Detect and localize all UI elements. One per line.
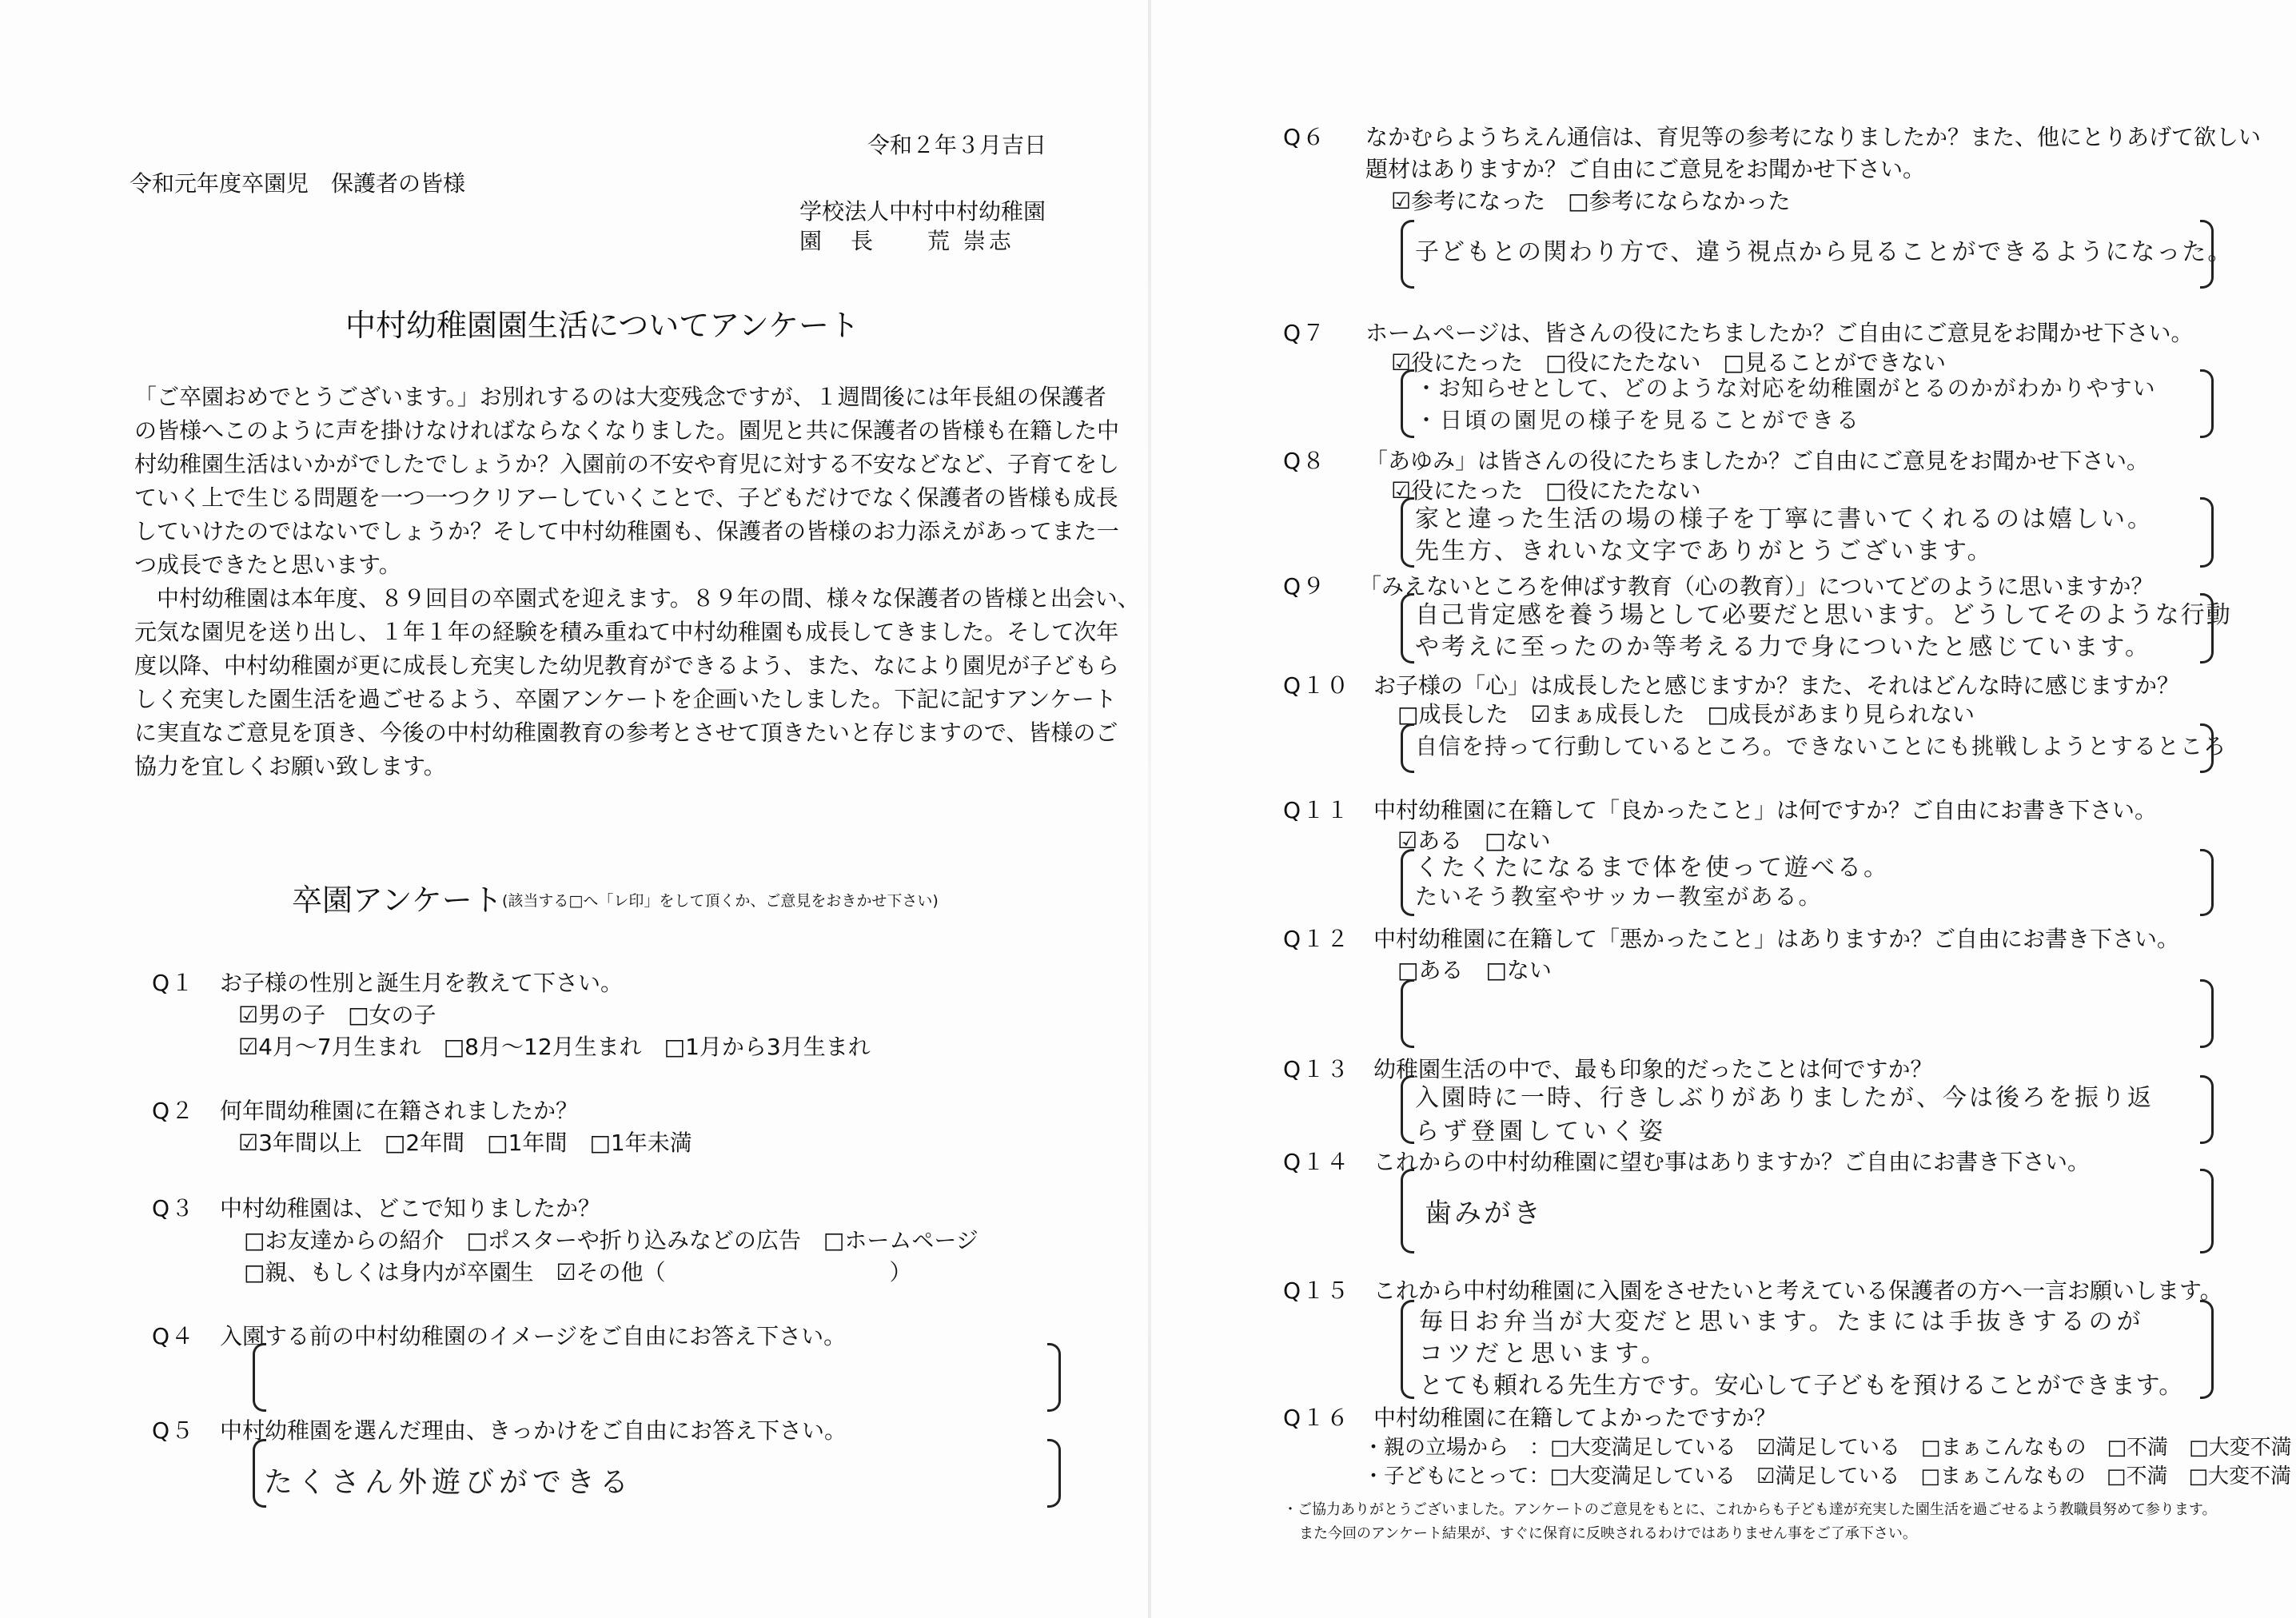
- q2-number: Q２: [152, 1098, 196, 1124]
- q8-text: 「あゆみ」は皆さんの役にたちましたか？ご自由にご意見をお聞かせ下さい。: [1365, 448, 2150, 474]
- q14-text: これからの中村幼稚園に望む事はありますか？ご自由にお書き下さい。: [1373, 1149, 2091, 1175]
- intro-line: しく充実した園生活を過ごせるよう、卒園アンケートを企画いたしました。下記に記すアンケート: [134, 686, 1117, 712]
- q9-bracket-right: [2200, 593, 2214, 664]
- q4-bracket-left: [253, 1343, 266, 1412]
- q4-text: 入園する前の中村幼稚園のイメージをご自由にお答え下さい。: [220, 1323, 847, 1349]
- q9-answer-line2[interactable]: や考えに至ったのか等考える力で身についたと感じています。: [1415, 633, 2151, 661]
- q14-number: Q１４: [1283, 1149, 1351, 1175]
- q15-bracket-left: [1401, 1300, 1414, 1399]
- q10-options[interactable]: □成長した ☑まぁ成長した □成長があまり見られない: [1397, 701, 1975, 727]
- q3-options-row2[interactable]: □親、もしくは身内が卒園生 ☑その他（ ）: [244, 1259, 912, 1285]
- q11-options[interactable]: ☑ある □ない: [1397, 827, 1551, 854]
- q14-bracket-left: [1401, 1169, 1414, 1253]
- q1-options-birth[interactable]: ☑4月～7月生まれ □8月～12月生まれ □1月から3月生まれ: [238, 1034, 871, 1060]
- q11-answer-line2[interactable]: たいそう教室やサッカー教室がある。: [1415, 883, 1823, 910]
- q6-bracket-left: [1401, 220, 1414, 289]
- q8-bracket-right: [2200, 497, 2214, 568]
- q6-bracket-right: [2200, 220, 2214, 289]
- q1-text: お子様の性別と誕生月を教えて下さい。: [220, 970, 624, 996]
- q2-options[interactable]: ☑3年間以上 □2年間 □1年間 □1年未満: [238, 1130, 692, 1156]
- q7-options[interactable]: ☑役にたった □役にたたない □見ることができない: [1391, 349, 1947, 376]
- q6-number: Q６: [1283, 124, 1327, 150]
- q12-bracket-left: [1401, 979, 1414, 1048]
- q13-number: Q１３: [1283, 1056, 1351, 1082]
- q11-answer-line1[interactable]: くたくたになるまで体を使って遊べる。: [1415, 854, 1890, 882]
- q9-bracket-left: [1401, 593, 1414, 664]
- school-name: 学校法人中村中村幼稚園: [799, 198, 1046, 225]
- q4-number: Q４: [152, 1323, 196, 1349]
- q12-bracket-right: [2200, 979, 2214, 1048]
- q16-row-parent[interactable]: ・親の立場から ：□大変満足している ☑満足している □まぁこんなもの □不満 □大変不満: [1363, 1436, 2292, 1460]
- q13-answer-line1[interactable]: 入園時に一時、行きしぶりがありましたが、今は後ろを振り返: [1415, 1084, 2154, 1112]
- addressee: 令和元年度卒園児 保護者の皆様: [130, 170, 466, 197]
- q12-text: 中村幼稚園に在籍して「悪かったこと」はありますか？ご自由にお書き下さい。: [1373, 926, 2180, 952]
- q15-answer-line3[interactable]: とても頼れる先生方です。安心して子どもを預けることができます。: [1419, 1372, 2184, 1400]
- q11-text: 中村幼稚園に在籍して「良かったこと」は何ですか？ご自由にお書き下さい。: [1373, 797, 2158, 823]
- q14-bracket-right: [2200, 1169, 2214, 1253]
- q13-answer-line2[interactable]: らず登園していく姿: [1415, 1118, 1667, 1146]
- intro-line: 度以降、中村幼稚園が更に成長し充実した幼児教育ができるよう、また、なにより園児が子どもら: [134, 652, 1120, 679]
- q15-answer-line2[interactable]: コツだと思います。: [1419, 1340, 1669, 1368]
- q10-bracket-right: [2200, 723, 2214, 773]
- q3-options-row1[interactable]: □お友達からの紹介 □ポスターや折り込みなどの広告 □ホームページ: [244, 1227, 979, 1253]
- q12-number: Q１２: [1283, 926, 1351, 952]
- document-title: 中村幼稚園園生活についてアンケート: [345, 308, 859, 343]
- page-fold: [1148, 0, 1151, 1618]
- q11-bracket-right: [2200, 849, 2214, 916]
- survey-title: 卒園アンケート: [292, 883, 503, 918]
- date: 令和２年３月吉日: [867, 132, 1047, 158]
- q6-answer[interactable]: 子どもとの関わり方で、違う視点から見ることができるようになった。: [1415, 238, 2234, 266]
- q10-bracket-left: [1401, 723, 1414, 773]
- footer-note-1: ・ご協力ありがとうございました。アンケートのご意見をもとに、これからも子ども達が充実した園生活を過ごせるよう教職員努めて参ります。: [1283, 1501, 2217, 1518]
- survey-note: (該当する□へ「レ印」をして頂くか、ご意見をおきかせ下さい): [502, 892, 939, 910]
- q15-bracket-right: [2200, 1300, 2214, 1399]
- intro-line: つ成長できたと思います。: [134, 552, 401, 578]
- q1-options-gender[interactable]: ☑男の子 □女の子: [238, 1002, 436, 1028]
- q7-answer-line2[interactable]: ・日頃の園児の様子を見ることができる: [1415, 407, 1862, 433]
- q9-text: 「みえないところを伸ばす教育（心の教育）」についてどのように思いますか？: [1359, 573, 2154, 600]
- intro-line: ていく上で生じる問題を一つ一つクリアーしていくことで、子どもだけでなく保護者の皆様も成長: [134, 484, 1118, 511]
- intro-line: していけたのではないでしょうか？そして中村幼稚園も、保護者の皆様のお力添えがあってまた一: [134, 518, 1119, 544]
- q11-number: Q１１: [1283, 797, 1351, 823]
- q10-text: お子様の「心」は成長したと感じますか？また、それはどんな時に感じますか？: [1373, 672, 2180, 699]
- q11-bracket-left: [1401, 849, 1414, 916]
- q14-answer[interactable]: 歯みがき: [1425, 1198, 1543, 1229]
- q5-number: Q５: [152, 1417, 196, 1444]
- q15-text: これから中村幼稚園に入園をさせたいと考えている保護者の方へ一言お願いします。: [1373, 1277, 2222, 1304]
- q8-number: Q８: [1283, 448, 1327, 474]
- q5-bracket-right: [1047, 1439, 1061, 1508]
- intro-line: 元気な園児を送り出し、１年１年の経験を積み重ねて中村幼稚園も成長してきました。そして次年: [134, 619, 1119, 645]
- q13-text: 幼稚園生活の中で、最も印象的だったことは何ですか？: [1373, 1056, 1933, 1082]
- q5-text: 中村幼稚園を選んだ理由、きっかけをご自由にお答え下さい。: [220, 1417, 847, 1444]
- q5-answer[interactable]: たくさん外遊びができる: [264, 1466, 634, 1499]
- intro-line: に実直なご意見を頂き、今後の中村幼稚園教育の参考とさせて頂きたいと存じますので、皆様のご: [134, 719, 1118, 746]
- q16-number: Q１６: [1283, 1405, 1351, 1431]
- q9-number: Q９: [1283, 573, 1327, 600]
- q8-options[interactable]: ☑役にたった □役にたたない: [1391, 477, 1701, 504]
- intro-text: [134, 381, 1140, 783]
- q7-answer-line1[interactable]: ・お知らせとして、どのような対応を幼稚園がとるのかがわかりやすい: [1415, 375, 2156, 401]
- q10-number: Q１０: [1283, 672, 1351, 699]
- q7-bracket-left: [1401, 369, 1414, 438]
- q8-bracket-left: [1401, 497, 1414, 568]
- q7-text: ホームページは、皆さんの役にたちましたか？ご自由にご意見をお聞かせ下さい。: [1365, 320, 2194, 346]
- q15-number: Q１５: [1283, 1277, 1351, 1304]
- footer-note-2: また今回のアンケート結果が、すぐに保育に反映されるわけではありません事をご了承下さい。: [1299, 1525, 1917, 1542]
- q6-text-line1: なかむらようちえん通信は、育児等の参考になりましたか？また、他にとりあげて欲しい: [1365, 124, 2262, 150]
- intro-line: 村幼稚園生活はいかがでしたでしょうか？入園前の不安や育児に対する不安などなど、子育てをし: [134, 451, 1120, 477]
- q8-answer-line1[interactable]: 家と違った生活の場の様子を丁寧に書いてくれるのは嬉しい。: [1415, 505, 2154, 533]
- q16-row-child[interactable]: ・子どもにとって：□大変満足している ☑満足している □まぁこんなもの □不満 □大変不満: [1363, 1465, 2292, 1488]
- q13-bracket-left: [1401, 1075, 1414, 1144]
- q4-bracket-right: [1047, 1343, 1061, 1412]
- q9-answer-line1[interactable]: 自己肯定感を養う場として必要だと思います。どうしてそのような行動: [1415, 601, 2232, 629]
- intro-line: 中村幼稚園は本年度、８９回目の卒園式を迎えます。８９年の間、様々な保護者の皆様と出会い、: [134, 585, 1140, 612]
- q3-number: Q３: [152, 1195, 196, 1221]
- q7-bracket-right: [2200, 369, 2214, 438]
- q7-number: Q７: [1283, 320, 1327, 346]
- q6-options[interactable]: ☑参考になった □参考にならなかった: [1391, 188, 1791, 214]
- q10-answer[interactable]: 自信を持って行動しているところ。できないことにも挑戦しようとするところ: [1415, 733, 2227, 759]
- q6-text-line2: 題材はありますか？ご自由にご意見をお聞かせ下さい。: [1365, 156, 1926, 182]
- q1-number: Q１: [152, 970, 196, 996]
- q8-answer-line2[interactable]: 先生方、きれいな文字でありがとうございます。: [1415, 537, 1994, 565]
- q12-options[interactable]: □ある □ない: [1397, 957, 1552, 983]
- intro-line: の皆様へこのように声を掛けなければならなくなりました。園児と共に保護者の皆様も在籍した中: [134, 417, 1120, 444]
- principal: 園 長 荒 崇志: [799, 228, 1014, 254]
- q15-answer-line1[interactable]: 毎日お弁当が大変だと思います。たまには手抜きするのが: [1419, 1308, 2145, 1336]
- q3-text: 中村幼稚園は、どこで知りましたか？: [220, 1195, 601, 1221]
- intro-line: 協力を宜しくお願い致します。: [134, 753, 446, 779]
- q13-bracket-right: [2200, 1075, 2214, 1144]
- q2-text: 何年間幼稚園に在籍されましたか？: [220, 1098, 579, 1124]
- q16-text: 中村幼稚園に在籍してよかったですか？: [1373, 1405, 1777, 1431]
- intro-line: 「ご卒園おめでとうございます。」お別れするのは大変残念ですが、１週間後には年長組の保護者: [134, 384, 1106, 410]
